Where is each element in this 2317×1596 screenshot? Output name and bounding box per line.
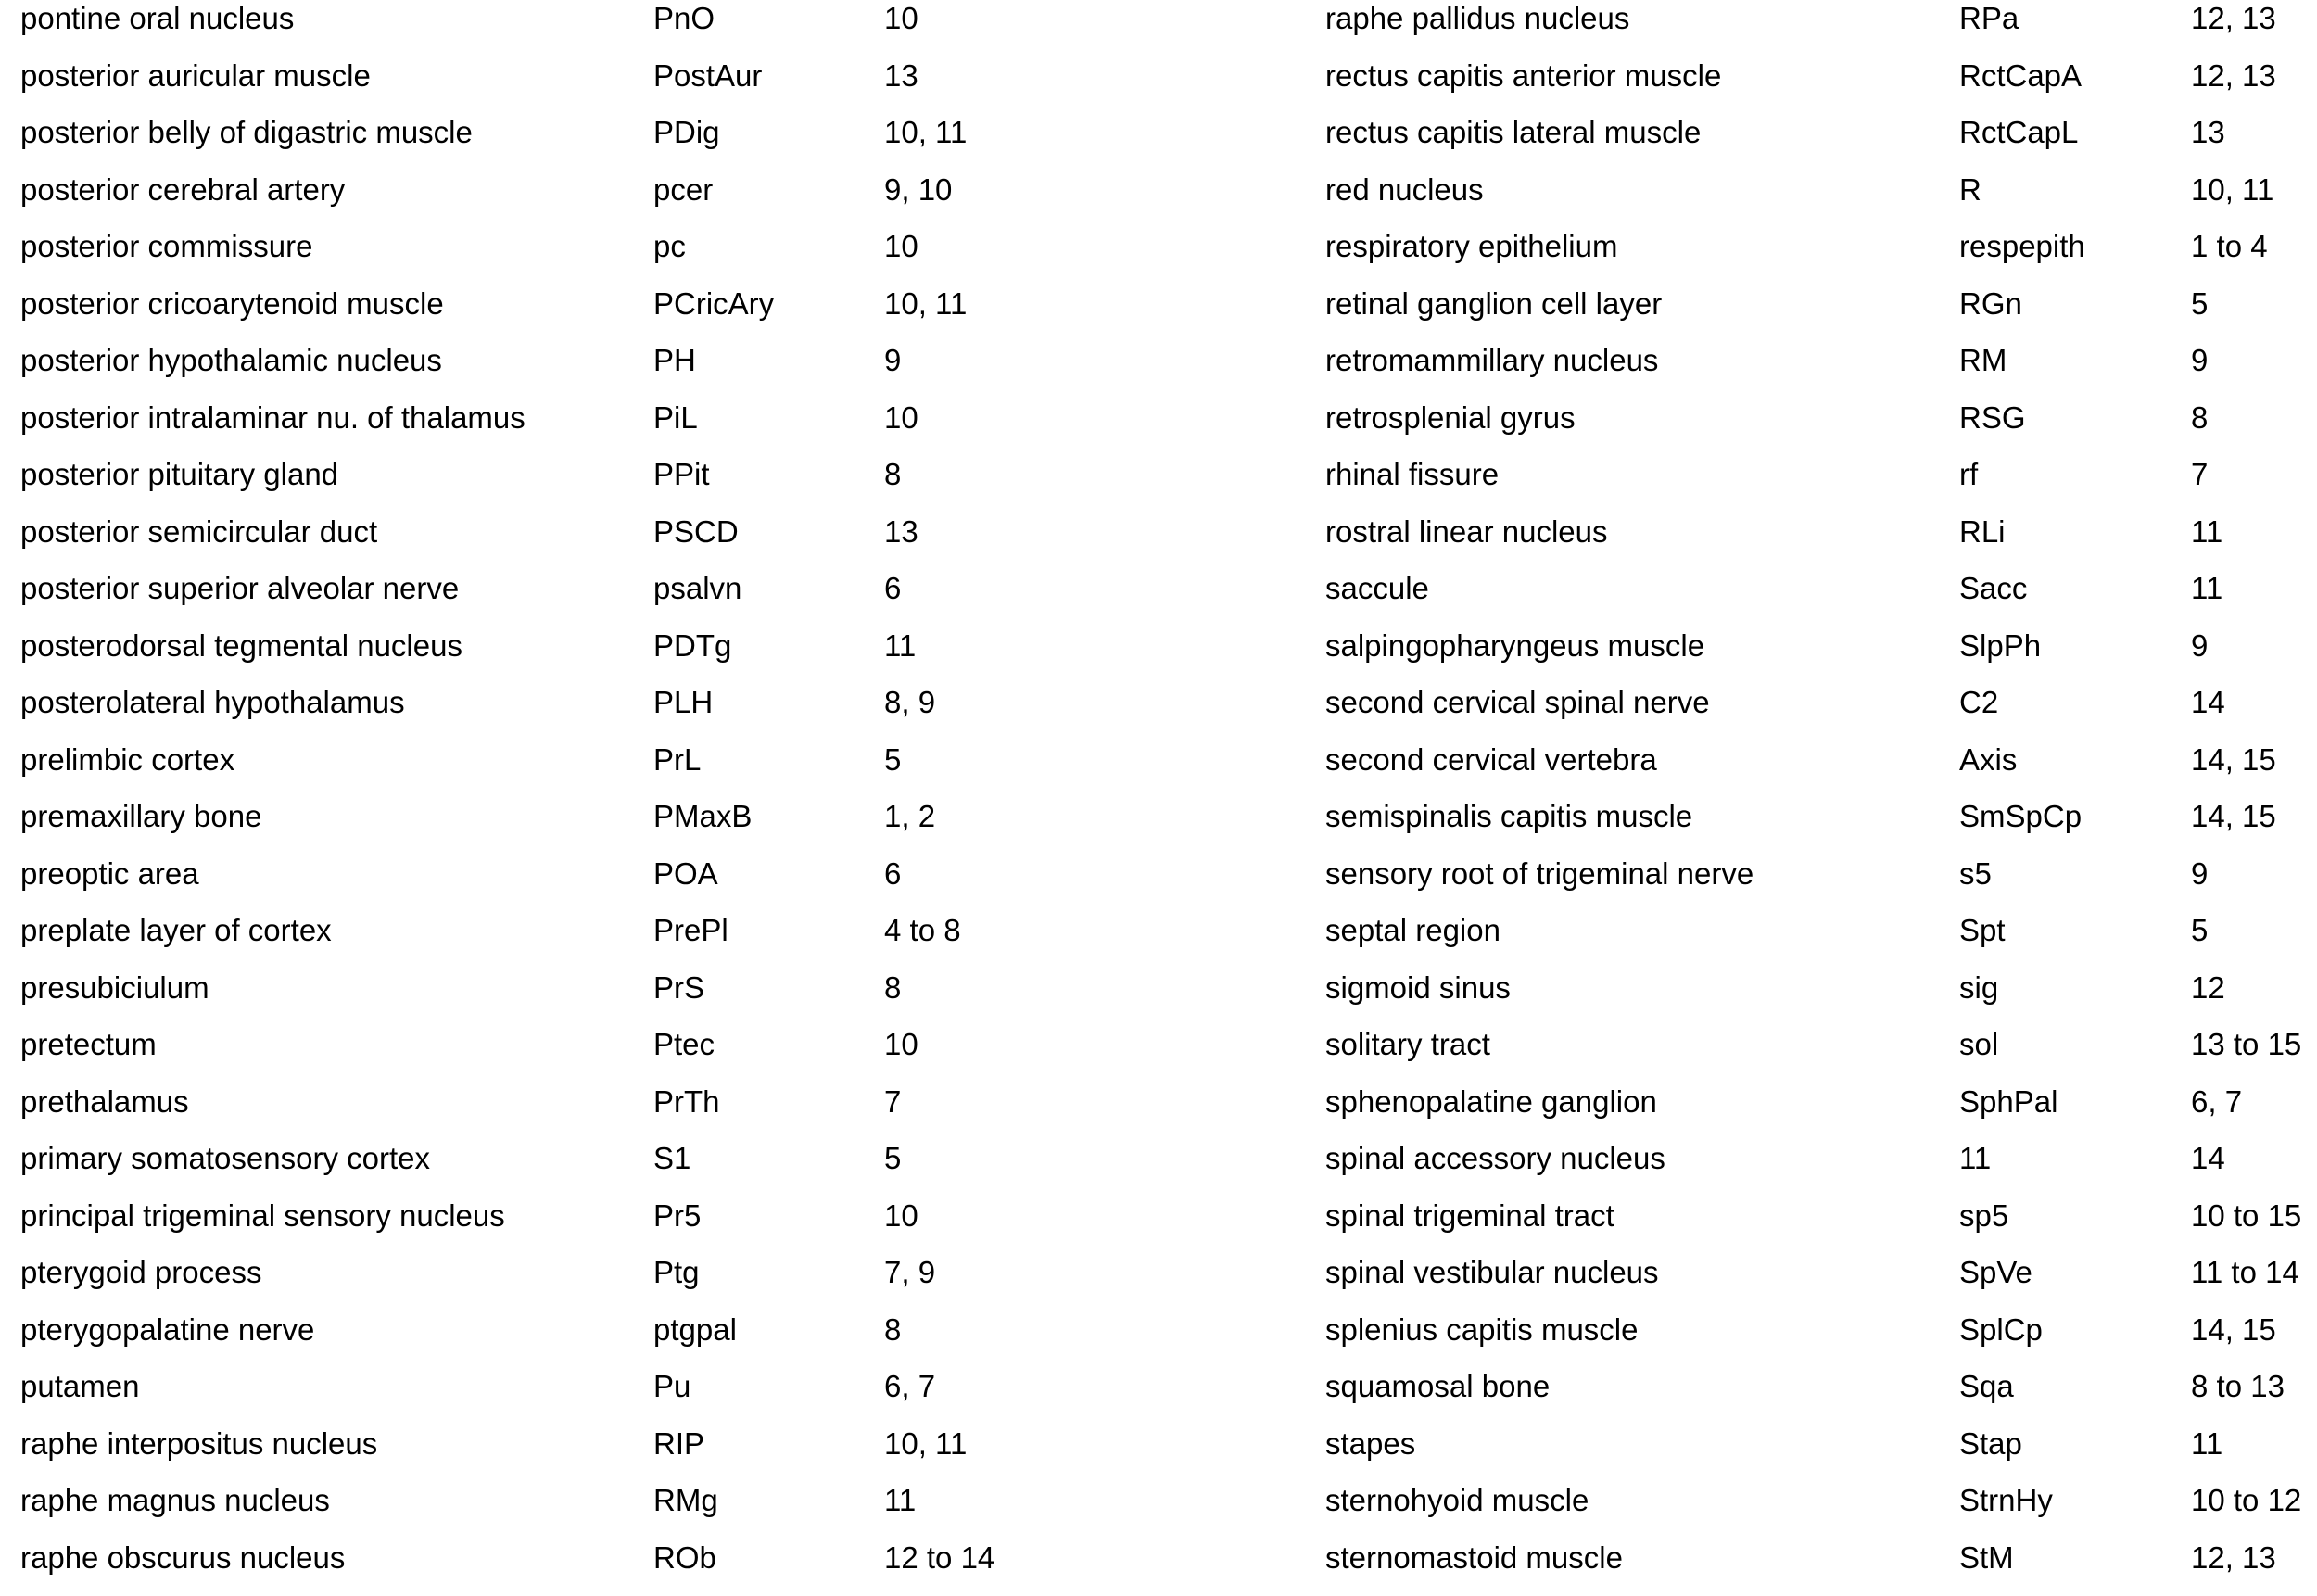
structure-name: rostral linear nucleus: [1325, 513, 1607, 551]
abbreviation: StM: [1959, 1539, 2014, 1577]
abbreviation: PnO: [653, 0, 715, 37]
index-entry-row: [1325, 1140, 2308, 1197]
structure-name: raphe interpositus nucleus: [20, 1425, 377, 1463]
figure-numbers: 13: [884, 513, 918, 551]
index-entry-row: [20, 1254, 1281, 1311]
structure-name: sternomastoid muscle: [1325, 1539, 1623, 1577]
index-entry-row: [20, 570, 1281, 627]
index-entry-row: [20, 228, 1281, 285]
figure-numbers: 8 to 13: [2191, 1368, 2285, 1405]
figure-numbers: 8: [884, 1311, 901, 1349]
structure-name: prethalamus: [20, 1083, 189, 1121]
structure-name: posterior auricular muscle: [20, 57, 371, 95]
structure-name: posterior pituitary gland: [20, 456, 338, 493]
index-entry-row: [1325, 1425, 2308, 1483]
abbreviation: s5: [1959, 855, 1992, 893]
abbreviation: ptgpal: [653, 1311, 737, 1349]
abbreviation: RIP: [653, 1425, 704, 1463]
structure-name: rectus capitis lateral muscle: [1325, 114, 1701, 151]
abbreviation: sol: [1959, 1026, 1998, 1063]
abbreviation: RGn: [1959, 285, 2022, 323]
index-entry-row: [1325, 1197, 2308, 1255]
index-entry-row: [20, 1425, 1281, 1483]
structure-name: retinal ganglion cell layer: [1325, 285, 1662, 323]
figure-numbers: 11: [2191, 1425, 2222, 1463]
index-entry-row: [20, 969, 1281, 1027]
abbreviation: PCricAry: [653, 285, 774, 323]
abbreviation: RSG: [1959, 399, 2026, 437]
structure-name: sphenopalatine ganglion: [1325, 1083, 1657, 1121]
abbreviation: C2: [1959, 684, 1998, 721]
abbreviation: sig: [1959, 969, 1998, 1007]
abbreviation: Ptec: [653, 1026, 715, 1063]
figure-numbers: 9, 10: [884, 171, 952, 209]
abbreviation: SplCp: [1959, 1311, 2043, 1349]
structure-name: raphe magnus nucleus: [20, 1482, 330, 1519]
abbreviation: PrS: [653, 969, 704, 1007]
abbreviation: PH: [653, 342, 696, 379]
structure-name: rectus capitis anterior muscle: [1325, 57, 1721, 95]
index-entry-row: [20, 1197, 1281, 1255]
abbreviation: RctCapL: [1959, 114, 2078, 151]
figure-numbers: 1, 2: [884, 798, 935, 835]
abbreviation: rf: [1959, 456, 1978, 493]
structure-name: posterior cricoarytenoid muscle: [20, 285, 444, 323]
index-entry-row: [1325, 570, 2308, 627]
figure-numbers: 5: [884, 741, 901, 779]
abbreviation: ROb: [653, 1539, 716, 1577]
figure-numbers: 13 to 15: [2191, 1026, 2301, 1063]
figure-numbers: 14, 15: [2191, 1311, 2276, 1349]
figure-numbers: 7: [884, 1083, 901, 1121]
abbreviation: respepith: [1959, 228, 2085, 265]
abbreviation: psalvn: [653, 570, 741, 607]
figure-numbers: 1 to 4: [2191, 228, 2268, 265]
figure-numbers: 11: [2191, 570, 2222, 607]
structure-name: posterodorsal tegmental nucleus: [20, 627, 462, 665]
abbreviation: SmSpCp: [1959, 798, 2082, 835]
index-entry-row: [20, 1026, 1281, 1083]
structure-name: squamosal bone: [1325, 1368, 1550, 1405]
abbreviation: RM: [1959, 342, 2007, 379]
index-entry-row: [1325, 285, 2308, 343]
abbreviation: POA: [653, 855, 718, 893]
index-entry-row: [1325, 741, 2308, 799]
figure-numbers: 12, 13: [2191, 0, 2276, 37]
index-entry-row: [20, 399, 1281, 457]
structure-name: posterior intralaminar nu. of thalamus: [20, 399, 525, 437]
abbreviation: RctCapA: [1959, 57, 2082, 95]
abbreviation: PSCD: [653, 513, 739, 551]
index-entry-row: [20, 912, 1281, 969]
abbreviation: PiL: [653, 399, 698, 437]
abbreviation: pcer: [653, 171, 713, 209]
index-entry-row: [20, 1311, 1281, 1369]
index-column-left: [20, 0, 1281, 1596]
figure-numbers: 10: [884, 0, 918, 37]
abbreviation: 11: [1959, 1140, 1991, 1177]
index-entry-row: [1325, 798, 2308, 855]
structure-name: posterior superior alveolar nerve: [20, 570, 459, 607]
figure-numbers: 12: [2191, 969, 2225, 1007]
abbreviation: RMg: [653, 1482, 718, 1519]
index-entry-row: [1325, 1539, 2308, 1596]
abbreviation: Sqa: [1959, 1368, 2014, 1405]
structure-name: posterior semicircular duct: [20, 513, 377, 551]
index-entry-row: [1325, 456, 2308, 513]
abbreviation: SlpPh: [1959, 627, 2041, 665]
figure-numbers: 12, 13: [2191, 1539, 2276, 1577]
index-column-right: [1325, 0, 2308, 1596]
abbreviation: Sacc: [1959, 570, 2027, 607]
structure-name: posterior cerebral artery: [20, 171, 345, 209]
index-entry-row: [1325, 114, 2308, 171]
abbreviation: PDTg: [653, 627, 731, 665]
structure-name: splenius capitis muscle: [1325, 1311, 1638, 1349]
figure-numbers: 10: [884, 1026, 918, 1063]
abbreviation: Stap: [1959, 1425, 2022, 1463]
index-entry-row: [1325, 1311, 2308, 1369]
index-entry-row: [20, 57, 1281, 115]
index-entry-row: [20, 513, 1281, 571]
index-entry-row: [1325, 1026, 2308, 1083]
abbreviation: PPit: [653, 456, 710, 493]
index-entry-row: [1325, 627, 2308, 685]
abbreviation: PrTh: [653, 1083, 720, 1121]
abbreviation: PostAur: [653, 57, 762, 95]
figure-numbers: 10 to 15: [2191, 1197, 2301, 1235]
structure-name: sternohyoid muscle: [1325, 1482, 1589, 1519]
index-entry-row: [1325, 1083, 2308, 1141]
abbreviation: Axis: [1959, 741, 2017, 779]
structure-name: second cervical spinal nerve: [1325, 684, 1710, 721]
index-entry-row: [1325, 0, 2308, 57]
structure-name: respiratory epithelium: [1325, 228, 1617, 265]
figure-numbers: 10, 11: [884, 114, 967, 151]
figure-numbers: 7, 9: [884, 1254, 935, 1291]
abbreviation: sp5: [1959, 1197, 2008, 1235]
structure-name: red nucleus: [1325, 171, 1484, 209]
structure-name: pretectum: [20, 1026, 157, 1063]
structure-name: posterior hypothalamic nucleus: [20, 342, 442, 379]
index-entry-row: [1325, 855, 2308, 913]
index-entry-row: [20, 1539, 1281, 1596]
index-entry-row: [1325, 228, 2308, 285]
figure-numbers: 7: [2191, 456, 2208, 493]
structure-name: stapes: [1325, 1425, 1415, 1463]
abbreviation: SpVe: [1959, 1254, 2032, 1291]
index-entry-row: [20, 855, 1281, 913]
structure-name: spinal trigeminal tract: [1325, 1197, 1614, 1235]
structure-name: presubiciulum: [20, 969, 209, 1007]
abbreviation: R: [1959, 171, 1981, 209]
figure-numbers: 8: [884, 969, 901, 1007]
structure-name: pontine oral nucleus: [20, 0, 294, 37]
figure-numbers: 5: [884, 1140, 901, 1177]
index-entry-row: [1325, 171, 2308, 229]
structure-name: premaxillary bone: [20, 798, 261, 835]
structure-name: posterior belly of digastric muscle: [20, 114, 473, 151]
figure-numbers: 6, 7: [2191, 1083, 2242, 1121]
structure-name: saccule: [1325, 570, 1429, 607]
structure-name: posterolateral hypothalamus: [20, 684, 405, 721]
figure-numbers: 11: [884, 627, 916, 665]
index-entry-row: [20, 627, 1281, 685]
structure-name: rhinal fissure: [1325, 456, 1499, 493]
structure-name: solitary tract: [1325, 1026, 1490, 1063]
figure-numbers: 5: [2191, 912, 2208, 949]
index-entry-row: [1325, 57, 2308, 115]
abbreviation: PrePl: [653, 912, 728, 949]
abbreviation: Ptg: [653, 1254, 700, 1291]
figure-numbers: 10: [884, 399, 918, 437]
index-entry-row: [20, 798, 1281, 855]
abbreviation: PLH: [653, 684, 713, 721]
structure-name: prelimbic cortex: [20, 741, 234, 779]
index-entry-row: [20, 684, 1281, 741]
abbreviation: PDig: [653, 114, 720, 151]
structure-name: primary somatosensory cortex: [20, 1140, 430, 1177]
figure-numbers: 8, 9: [884, 684, 935, 721]
index-entry-row: [20, 171, 1281, 229]
index-entry-row: [1325, 1482, 2308, 1539]
structure-name: salpingopharyngeus muscle: [1325, 627, 1704, 665]
index-entry-row: [20, 1368, 1281, 1425]
structure-name: putamen: [20, 1368, 139, 1405]
index-entry-row: [1325, 399, 2308, 457]
structure-name: retrosplenial gyrus: [1325, 399, 1576, 437]
figure-numbers: 14: [2191, 1140, 2225, 1177]
figure-numbers: 14: [2191, 684, 2225, 721]
index-entry-row: [1325, 513, 2308, 571]
figure-numbers: 11 to 14: [2191, 1254, 2299, 1291]
abbreviation: PMaxB: [653, 798, 752, 835]
structure-name: principal trigeminal sensory nucleus: [20, 1197, 505, 1235]
figure-numbers: 11: [2191, 513, 2222, 551]
index-entry-row: [20, 456, 1281, 513]
structure-name: preplate layer of cortex: [20, 912, 332, 949]
structure-name: pterygoid process: [20, 1254, 261, 1291]
figure-numbers: 9: [2191, 342, 2208, 379]
figure-numbers: 9: [2191, 855, 2208, 893]
abbreviation: Pu: [653, 1368, 690, 1405]
figure-numbers: 9: [2191, 627, 2208, 665]
index-entry-row: [20, 114, 1281, 171]
figure-numbers: 10: [884, 228, 918, 265]
index-entry-row: [20, 0, 1281, 57]
figure-numbers: 10 to 12: [2191, 1482, 2301, 1519]
figure-numbers: 12, 13: [2191, 57, 2276, 95]
structure-name: retromammillary nucleus: [1325, 342, 1658, 379]
figure-numbers: 8: [884, 456, 901, 493]
index-entry-row: [1325, 969, 2308, 1027]
index-entry-row: [20, 741, 1281, 799]
structure-name: spinal vestibular nucleus: [1325, 1254, 1659, 1291]
figure-numbers: 5: [2191, 285, 2208, 323]
index-entry-row: [20, 1083, 1281, 1141]
abbreviation: PrL: [653, 741, 701, 779]
figure-numbers: 13: [2191, 114, 2225, 151]
figure-numbers: 6, 7: [884, 1368, 935, 1405]
abbreviation: StrnHy: [1959, 1482, 2053, 1519]
abbreviation: S1: [653, 1140, 690, 1177]
index-entry-row: [20, 285, 1281, 343]
figure-numbers: 10, 11: [884, 285, 967, 323]
figure-numbers: 14, 15: [2191, 741, 2276, 779]
structure-name: pterygopalatine nerve: [20, 1311, 314, 1349]
figure-numbers: 11: [884, 1482, 916, 1519]
figure-numbers: 4 to 8: [884, 912, 961, 949]
structure-name: posterior commissure: [20, 228, 312, 265]
structure-name: raphe pallidus nucleus: [1325, 0, 1629, 37]
index-entry-row: [1325, 1254, 2308, 1311]
structure-name: septal region: [1325, 912, 1500, 949]
abbreviation: RPa: [1959, 0, 2019, 37]
figure-numbers: 8: [2191, 399, 2208, 437]
abbreviation: Spt: [1959, 912, 2006, 949]
index-entry-row: [20, 1140, 1281, 1197]
structure-name: semispinalis capitis muscle: [1325, 798, 1692, 835]
index-entry-row: [1325, 342, 2308, 399]
abbreviation: Pr5: [653, 1197, 701, 1235]
figure-numbers: 13: [884, 57, 918, 95]
index-entry-row: [20, 342, 1281, 399]
abbreviation: SphPal: [1959, 1083, 2057, 1121]
structure-name: spinal accessory nucleus: [1325, 1140, 1665, 1177]
structure-name: preoptic area: [20, 855, 199, 893]
figure-numbers: 6: [884, 570, 901, 607]
figure-numbers: 10: [884, 1197, 918, 1235]
structure-name: raphe obscurus nucleus: [20, 1539, 345, 1577]
figure-numbers: 9: [884, 342, 901, 379]
figure-numbers: 10, 11: [884, 1425, 967, 1463]
figure-numbers: 12 to 14: [884, 1539, 994, 1577]
structure-name: second cervical vertebra: [1325, 741, 1657, 779]
figure-numbers: 14, 15: [2191, 798, 2276, 835]
index-entry-row: [1325, 1368, 2308, 1425]
structure-name: sensory root of trigeminal nerve: [1325, 855, 1754, 893]
abbreviation: RLi: [1959, 513, 2006, 551]
index-entry-row: [1325, 912, 2308, 969]
index-entry-row: [1325, 684, 2308, 741]
abbreviation: pc: [653, 228, 686, 265]
figure-numbers: 6: [884, 855, 901, 893]
structure-name: sigmoid sinus: [1325, 969, 1511, 1007]
figure-numbers: 10, 11: [2191, 171, 2273, 209]
index-entry-row: [20, 1482, 1281, 1539]
